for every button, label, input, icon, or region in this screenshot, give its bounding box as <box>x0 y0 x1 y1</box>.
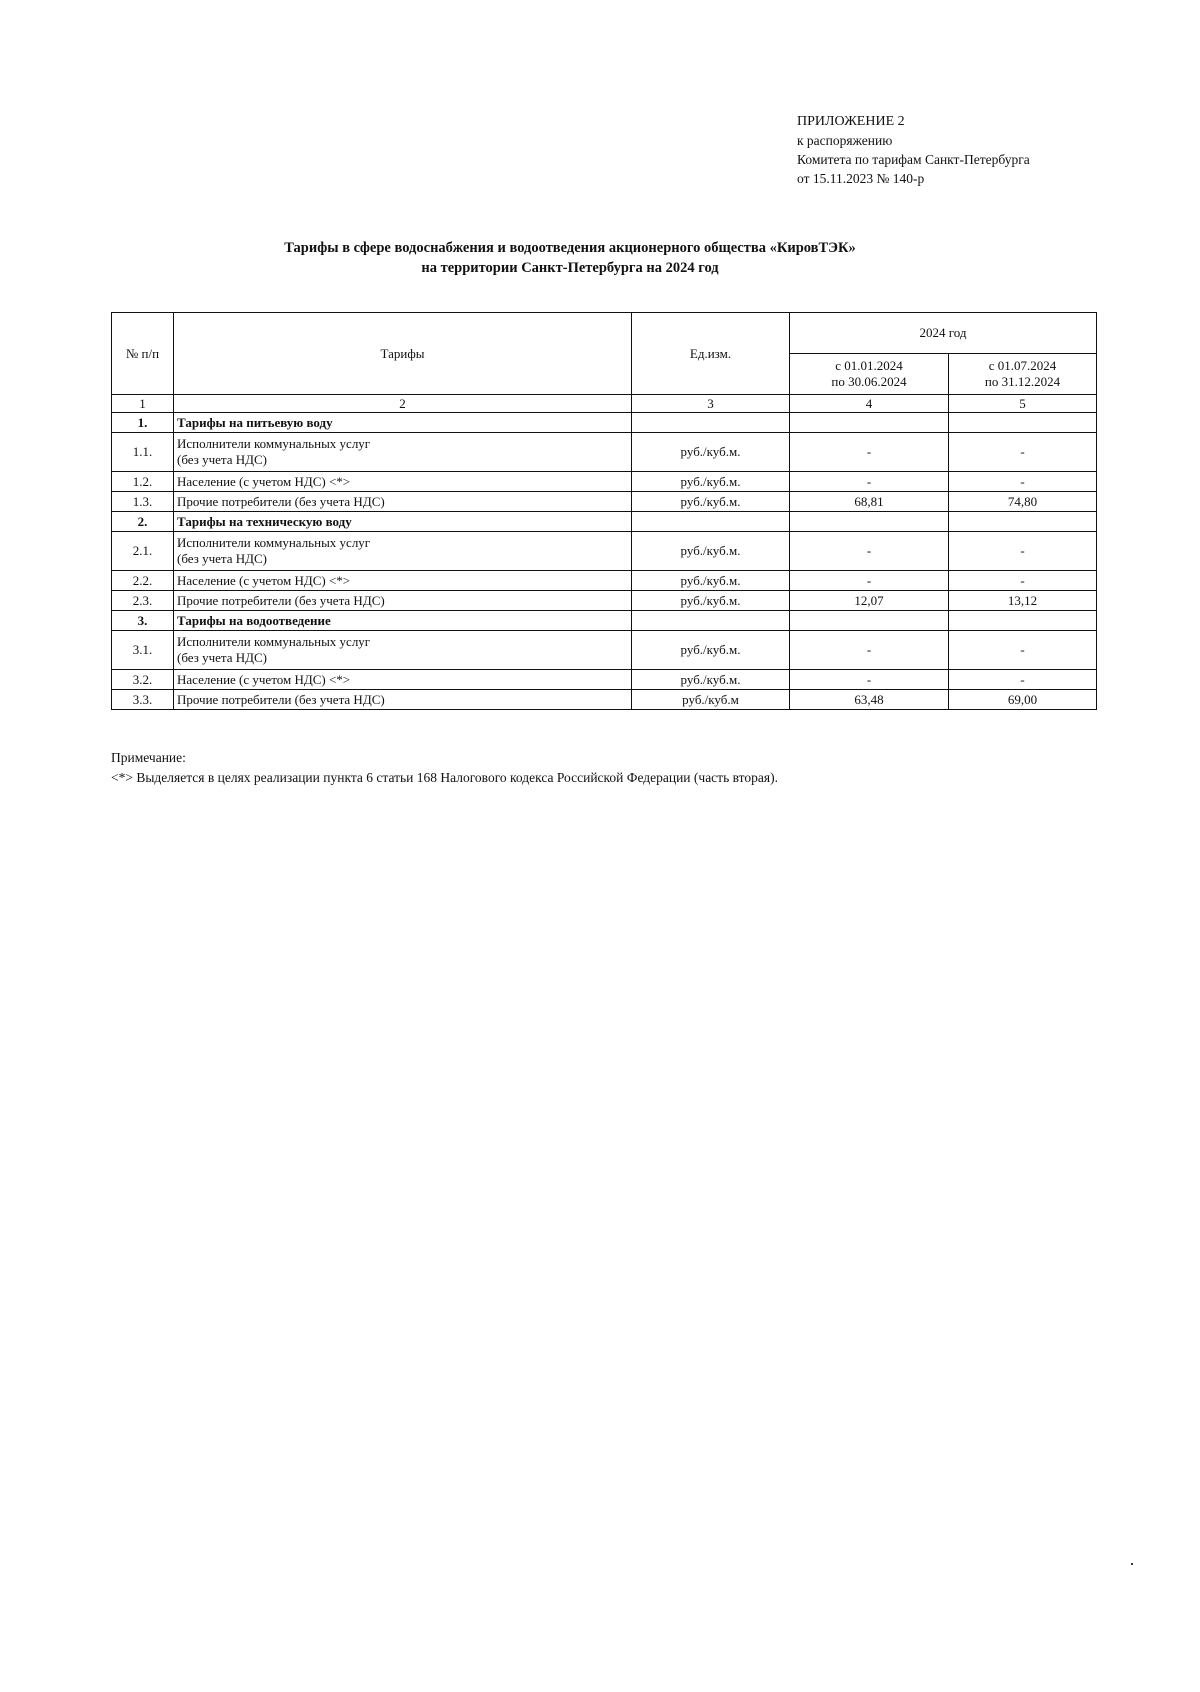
header-unit: Ед.изм. <box>632 313 790 395</box>
section-name: Тарифы на водоотведение <box>174 611 632 631</box>
section-row <box>112 611 1097 631</box>
column-index: 3 <box>632 395 790 413</box>
row-name-line: (без учета НДС) <box>177 650 268 665</box>
column-index: 4 <box>790 395 949 413</box>
row-value-1: 68,81 <box>790 492 949 512</box>
row-value-2: - <box>949 472 1097 492</box>
section-num: 1. <box>112 413 174 433</box>
table-header-row <box>112 313 1097 354</box>
row-value-2: - <box>949 670 1097 690</box>
row-num: 1.2. <box>112 472 174 492</box>
row-name <box>174 532 632 571</box>
empty-cell <box>632 413 790 433</box>
table-row <box>112 472 1097 492</box>
header-period-2 <box>949 354 1097 395</box>
table-row <box>112 670 1097 690</box>
column-index-row <box>112 395 1097 413</box>
row-value-1: 12,07 <box>790 591 949 611</box>
row-name-line: (без учета НДС) <box>177 452 268 467</box>
title-line: на территории Санкт-Петербурга на 2024 год <box>421 260 719 276</box>
footnote <box>111 748 778 788</box>
title-line: Тарифы в сфере водоснабжения и водоотведения акционерного общества «КировТЭК» <box>284 240 856 256</box>
table-row <box>112 532 1097 571</box>
column-index: 5 <box>949 395 1097 413</box>
row-value-1: - <box>790 631 949 670</box>
row-value-1: 63,48 <box>790 690 949 710</box>
header-period-1 <box>790 354 949 395</box>
row-value-1: - <box>790 571 949 591</box>
table-row <box>112 433 1097 472</box>
row-name <box>174 631 632 670</box>
footnote-text: <*> Выделяется в целях реализации пункта 6 статьи 168 Налогового кодекса Российской Федерации (часть вторая). <box>111 770 778 785</box>
row-name: Прочие потребители (без учета НДС) <box>174 492 632 512</box>
empty-cell <box>632 611 790 631</box>
row-value-2: 69,00 <box>949 690 1097 710</box>
row-value-1: - <box>790 433 949 472</box>
row-name: Население (с учетом НДС) <*> <box>174 571 632 591</box>
appendix-line: от 15.11.2023 № 140-р <box>797 171 925 186</box>
empty-cell <box>949 413 1097 433</box>
scan-speck <box>1131 1563 1133 1565</box>
footnote-label: Примечание: <box>111 750 186 765</box>
row-name-line: (без учета НДС) <box>177 551 268 566</box>
row-value-2: 13,12 <box>949 591 1097 611</box>
row-num: 3.2. <box>112 670 174 690</box>
row-unit: руб./куб.м. <box>632 631 790 670</box>
row-name-line: Исполнители коммунальных услуг <box>177 634 371 649</box>
row-value-2: - <box>949 433 1097 472</box>
table-row <box>112 492 1097 512</box>
row-value-2: - <box>949 571 1097 591</box>
row-unit: руб./куб.м. <box>632 492 790 512</box>
row-name: Население (с учетом НДС) <*> <box>174 472 632 492</box>
row-num: 2.2. <box>112 571 174 591</box>
header-num: № п/п <box>112 313 174 395</box>
row-num: 3.1. <box>112 631 174 670</box>
row-unit: руб./куб.м. <box>632 591 790 611</box>
appendix-line: к распоряжению <box>797 133 893 148</box>
header-year: 2024 год <box>790 313 1097 354</box>
period-2-end: по 31.12.2024 <box>984 374 1061 389</box>
tariffs-table <box>111 312 1097 710</box>
row-unit: руб./куб.м <box>632 690 790 710</box>
row-unit: руб./куб.м. <box>632 532 790 571</box>
empty-cell <box>790 512 949 532</box>
empty-cell <box>632 512 790 532</box>
row-value-2: - <box>949 631 1097 670</box>
row-name-line: Исполнители коммунальных услуг <box>177 436 371 451</box>
row-unit: руб./куб.м. <box>632 433 790 472</box>
row-value-1: - <box>790 472 949 492</box>
row-value-2: 74,80 <box>949 492 1097 512</box>
empty-cell <box>790 413 949 433</box>
row-unit: руб./куб.м. <box>632 472 790 492</box>
row-name <box>174 433 632 472</box>
appendix-title: ПРИЛОЖЕНИЕ 2 <box>797 114 905 129</box>
period-1-start: с 01.01.2024 <box>835 358 903 373</box>
row-num: 1.1. <box>112 433 174 472</box>
empty-cell <box>949 512 1097 532</box>
row-value-1: - <box>790 670 949 690</box>
period-2-start: с 01.07.2024 <box>988 358 1057 373</box>
row-num: 1.3. <box>112 492 174 512</box>
section-row <box>112 512 1097 532</box>
column-index: 1 <box>112 395 174 413</box>
row-unit: руб./куб.м. <box>632 670 790 690</box>
row-unit: руб./куб.м. <box>632 571 790 591</box>
row-name: Прочие потребители (без учета НДС) <box>174 690 632 710</box>
header-tariffs: Тарифы <box>174 313 632 395</box>
row-num: 2.3. <box>112 591 174 611</box>
document-title <box>110 238 1030 278</box>
table-row <box>112 571 1097 591</box>
section-row <box>112 413 1097 433</box>
row-num: 2.1. <box>112 532 174 571</box>
empty-cell <box>949 611 1097 631</box>
section-name: Тарифы на питьевую воду <box>174 413 632 433</box>
row-num: 3.3. <box>112 690 174 710</box>
period-1-end: по 30.06.2024 <box>831 374 907 389</box>
appendix-header <box>797 112 1030 188</box>
empty-cell <box>790 611 949 631</box>
row-value-1: - <box>790 532 949 571</box>
section-num: 2. <box>112 512 174 532</box>
appendix-line: Комитета по тарифам Санкт-Петербурга <box>797 152 1030 167</box>
section-num: 3. <box>112 611 174 631</box>
row-value-2: - <box>949 532 1097 571</box>
table-row <box>112 690 1097 710</box>
section-name: Тарифы на техническую воду <box>174 512 632 532</box>
table-row <box>112 591 1097 611</box>
column-index: 2 <box>174 395 632 413</box>
row-name-line: Исполнители коммунальных услуг <box>177 535 371 550</box>
row-name: Население (с учетом НДС) <*> <box>174 670 632 690</box>
table-row <box>112 631 1097 670</box>
row-name: Прочие потребители (без учета НДС) <box>174 591 632 611</box>
